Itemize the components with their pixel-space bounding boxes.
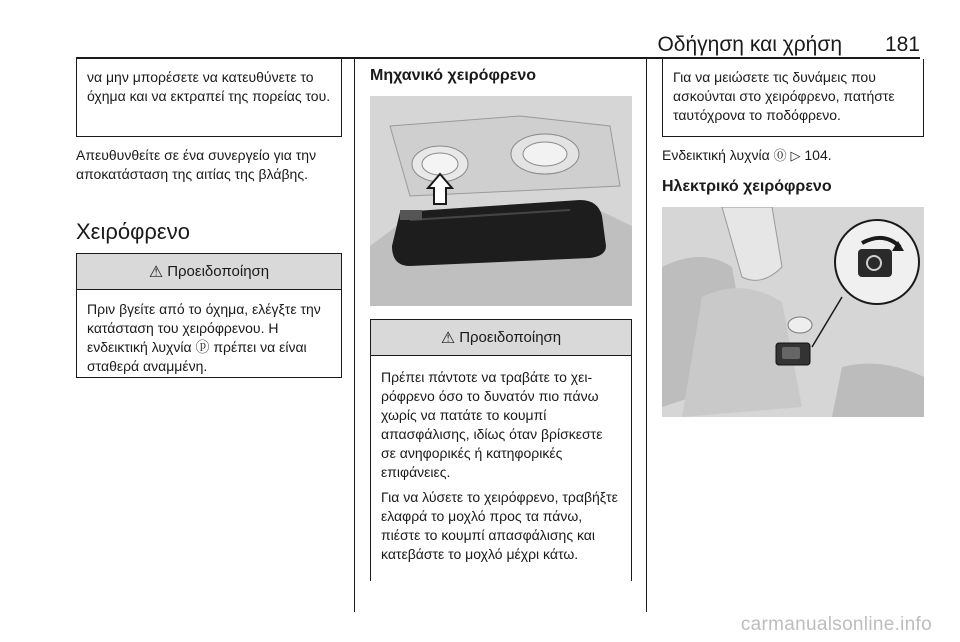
section-heading-mechanical-brake: Μηχανικό χειρόφρενο — [370, 67, 537, 84]
section-heading-parking-brake: Χειρόφρενο — [76, 219, 190, 244]
warning-triangle-icon: ⚠ — [148, 263, 164, 281]
indicator-page-ref: 104. — [804, 147, 832, 163]
repair-paragraph: Απευθυνθείτε σε ένα συνεργείο για την αποκατάσταση της αιτίας της βλάβης. — [76, 147, 317, 182]
continued-warning-box — [76, 59, 342, 137]
warning-triangle-icon: ⚠ — [440, 329, 456, 347]
warning-text: Πριν βγείτε από το όχημα, ελέγξτε την κατάσταση του χειρόφρενου. Η ενδεικτική λυχνία ⓟ πρέπει να είναι σταθερά αναμμένη. — [87, 301, 321, 374]
page-number: 181 — [884, 33, 920, 56]
warning-title: Προειδοποίηση — [459, 329, 562, 346]
column-divider-2 — [646, 59, 647, 612]
indicator-reference — [662, 146, 924, 165]
continued-warning-text: να μην μπορέσετε να κατευθύνετε το όχημα και να εκτραπεί της πορείας του. — [87, 69, 331, 104]
watermark: carmanualsonline.info — [740, 614, 932, 635]
section-heading-electric-brake: Ηλεκτρικό χειρόφρενο — [662, 178, 832, 195]
column-divider-1 — [354, 59, 355, 612]
running-header-title: Οδήγηση και χρήση — [657, 33, 842, 56]
warning-title: Προειδοποίηση — [167, 263, 270, 280]
warning-box-mechanical — [370, 319, 632, 581]
warning-header — [77, 254, 341, 290]
electric-brake-switch-illustration — [662, 207, 924, 417]
parking-brake-lamp-icon: ⓪ — [773, 148, 787, 163]
warning-text-release-lever: Για να λύσετε το χειρόφρενο, τραβήξτε ελαφρά το μοχλό προς τα πάνω, πιέστε το κουμπί απασφάλισης και κατεβάστε το μοχλό μέχρι κάτω. — [381, 489, 618, 562]
mechanical-handbrake-figure — [370, 96, 632, 306]
continued-tip-text: Για να μειώσετε τις δυνάμεις που ασκούνται στο χειρόφρενο, πατήστε ταυτόχρονα το ποδόφρενο. — [673, 69, 895, 123]
warning-box-exit-vehicle — [76, 253, 342, 378]
electric-parking-brake-figure — [662, 207, 924, 417]
handbrake-lever-illustration — [370, 96, 632, 306]
warning-text-pull-lever: Πρέπει πάντοτε να τραβάτε το χειρόφρενο όσο το δυνατόν πιο πάνω χωρίς να πατάτε το κουμπί απασφάλισης, ιδίως όταν βρίσκεστε σε ανηφορικές ή κατηφορικές επιφάνειες. — [381, 369, 603, 480]
warning-header — [371, 320, 631, 356]
indicator-prefix: Ενδεικτική λυχνία — [662, 147, 770, 163]
continued-tip-box — [662, 59, 924, 137]
arrow-ref-icon: ▷ — [790, 148, 801, 163]
